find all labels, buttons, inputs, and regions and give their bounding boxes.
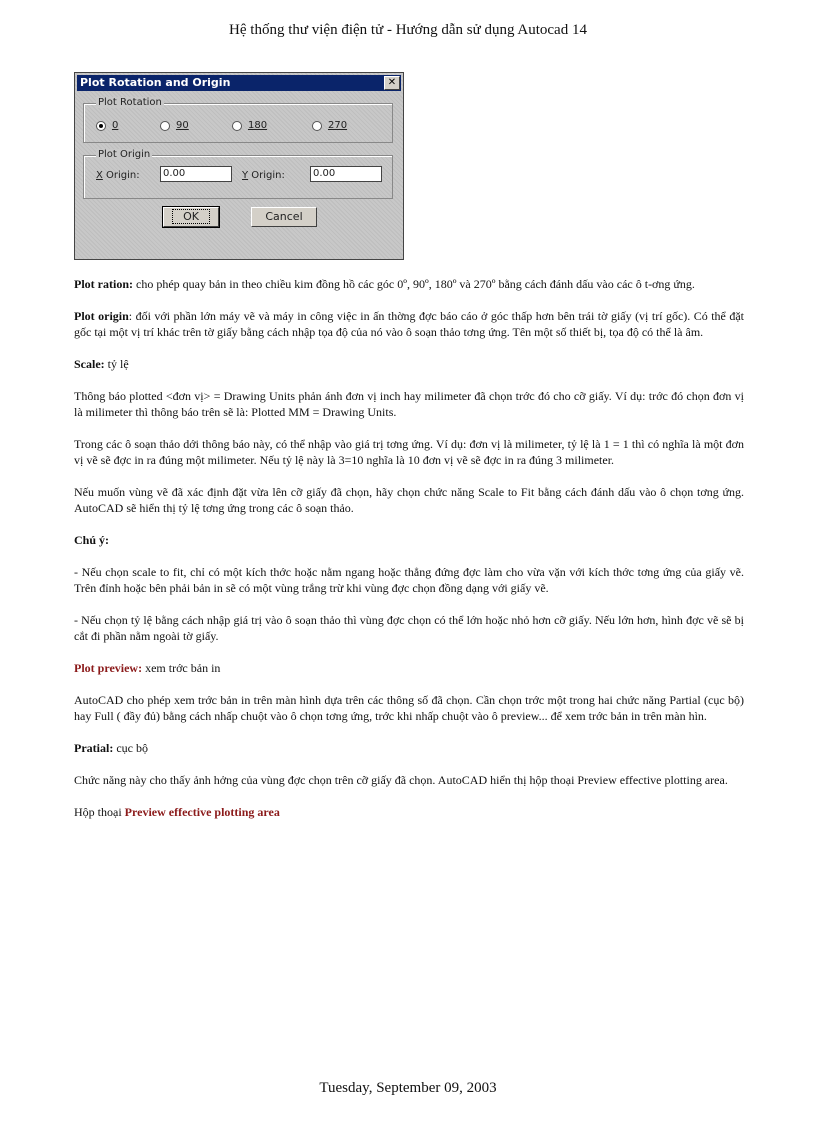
paragraph-plotted-units: Thông báo plotted <đơn vị> = Drawing Units phản ánh đơn vị inch hay milimeter đã chọn trớc đó cho cỡ giấy. Ví dụ: trớc đó chọn đơn vị là milimeter thì thông báo trên sẽ là: Plotted MM = Drawing Units. xyxy=(74,389,744,419)
radio-icon[interactable] xyxy=(160,121,170,131)
x-origin-text: Origin: xyxy=(102,170,140,181)
radio-icon[interactable] xyxy=(232,121,242,131)
rotation-0-label: 0 xyxy=(112,120,119,131)
x-origin-label xyxy=(96,170,140,181)
rotation-180-radio[interactable] xyxy=(232,120,267,131)
dialog-title: Plot Rotation and Origin xyxy=(80,76,231,89)
x-origin-input[interactable]: 0.00 xyxy=(160,166,232,182)
paragraph-plot-rotation xyxy=(74,276,744,292)
rotation-180-label: 180 xyxy=(248,120,268,131)
term-partial: Pratial: xyxy=(74,741,114,755)
term-plot-origin: Plot origin xyxy=(74,309,129,323)
paragraph-note-heading xyxy=(74,532,744,548)
y-origin-input[interactable]: 0.00 xyxy=(310,166,382,182)
rotation-270-radio[interactable] xyxy=(312,120,347,131)
paragraph-preview-desc: AutoCAD cho phép xem trớc bản in trên màn hình dựa trên các thông số đã chọn. Cần chọn trớc một trong hai chức năng Partial (cục bộ) hay Full ( đầy đủ) bằng cách nhấp chuột vào ô chọn tơng ứng, trớc khi nhấp chuột vào ô preview... để xem trớc bản in trên màn hìn. xyxy=(74,693,744,723)
radio-icon[interactable] xyxy=(312,121,322,131)
plot-rotation-dialog xyxy=(74,72,404,260)
term-note: Chú ý: xyxy=(74,533,110,547)
text-scale: tỷ lệ xyxy=(104,357,129,371)
term-preview-effective: Preview effective plotting area xyxy=(124,805,280,819)
dialog-titlebar xyxy=(77,75,401,91)
paragraph-plot-preview xyxy=(74,660,744,676)
cancel-button[interactable]: Cancel xyxy=(251,207,317,227)
paragraph-note-1: - Nếu chọn scale to fit, chỉ có một kích thớc hoặc nằm ngang hoặc thẳng đứng đợc làm cho vừa vặn với kích thớc tơng ứng của giấy vẽ. Trên đỉnh hoặc bên phải bản in sẽ có một vùng trắng trừ khi vùng đợc chọn đồng dạng với giấy vẽ. xyxy=(74,565,744,595)
plot-origin-group xyxy=(83,149,393,199)
plot-origin-label: Plot Origin xyxy=(98,149,151,160)
y-origin-text: Origin: xyxy=(248,170,285,181)
paragraph-scale xyxy=(74,356,744,372)
rotation-90-label: 90 xyxy=(176,120,189,131)
close-icon[interactable]: ✕ xyxy=(384,76,400,90)
plot-rotation-label: Plot Rotation xyxy=(98,97,162,108)
text-plot-origin: : đối với phần lớn máy vẽ và máy in công việc in ấn thờng đợc báo cáo ở góc thấp hơn bên trái tờ giấy (vị trí gốc). Có thể đặt gốc tại một vị trí khác trên tờ giấy bằng cách nhập tọa độ của nó vào ô soạn thảo tơng ứng. Tên một số thiết bị, tọa độ có thể là âm. xyxy=(74,309,745,339)
rotation-90-radio[interactable] xyxy=(160,120,189,131)
paragraph-note-2: - Nếu chọn tỷ lệ bằng cách nhập giá trị vào ô soạn thảo thì vùng đợc chọn có thể lớn hoặc nhỏ hơn cỡ giấy. Nếu lớn hơn, hình đợc vẽ sẽ bị cắt đi phần nằm ngoài tờ giấy. xyxy=(74,613,744,643)
term-scale: Scale: xyxy=(74,357,105,371)
term-plot-preview: Plot preview: xyxy=(74,661,143,675)
text-plot-preview: xem trớc bản in xyxy=(142,661,221,675)
paragraph-preview-dialog xyxy=(74,804,744,820)
radio-selected-icon[interactable] xyxy=(96,121,106,131)
text-plot-ration: cho phép quay bản in theo chiều kim đồng hồ các góc 0º, 90º, 180º và 270º bằng cách đánh dấu vào các ô t-ơng ứng. xyxy=(133,277,695,291)
ok-button[interactable] xyxy=(163,207,219,227)
document-body xyxy=(74,276,744,836)
plot-rotation-group xyxy=(83,97,393,143)
paragraph-scale-to-fit: Nếu muốn vùng vẽ đã xác định đặt vừa lên cỡ giấy đã chọn, hãy chọn chức năng Scale to Fit bằng cách đánh dấu vào ô chọn tơng ứng. AutoCAD sẽ hiển thị tỷ lệ tơng ứng trong các ô soạn thảo. xyxy=(74,485,744,515)
rotation-270-label: 270 xyxy=(328,120,348,131)
text-partial: cục bộ xyxy=(113,741,148,755)
paragraph-plot-origin xyxy=(74,308,744,340)
x-origin-key: X xyxy=(96,170,103,181)
paragraph-partial xyxy=(74,740,744,756)
page-header: Hệ thống thư viện điện tử - Hướng dẫn sử dụng Autocad 14 xyxy=(229,22,587,38)
rotation-0-radio[interactable] xyxy=(96,120,118,131)
y-origin-key: Y xyxy=(242,170,249,181)
paragraph-partial-desc: Chức năng này cho thấy ảnh hởng của vùng đợc chọn trên cỡ giấy đã chọn. AutoCAD hiển thị hộp thoại Preview effective plotting area. xyxy=(74,773,728,787)
paragraph-scale-input: Trong các ô soạn thảo dới thông báo này, có thể nhập vào giá trị tơng ứng. Ví dụ: đơn vị là milimeter, tỷ lệ là 1 = 1 thì có nghĩa là một đơn vị vẽ sẽ đợc in ra đúng một milimeter. Nếu tỷ lệ này là 3=10 nghĩa là 10 đơn vị vẽ sẽ đợc in ra đúng 3 milimeter. xyxy=(74,437,744,467)
text-dialog-prefix: Hộp thoại xyxy=(74,805,125,819)
term-plot-ration: Plot ration: xyxy=(74,277,133,291)
page-footer-date: Tuesday, September 09, 2003 xyxy=(319,1080,497,1096)
ok-label: OK xyxy=(172,209,210,224)
y-origin-label xyxy=(242,170,285,181)
